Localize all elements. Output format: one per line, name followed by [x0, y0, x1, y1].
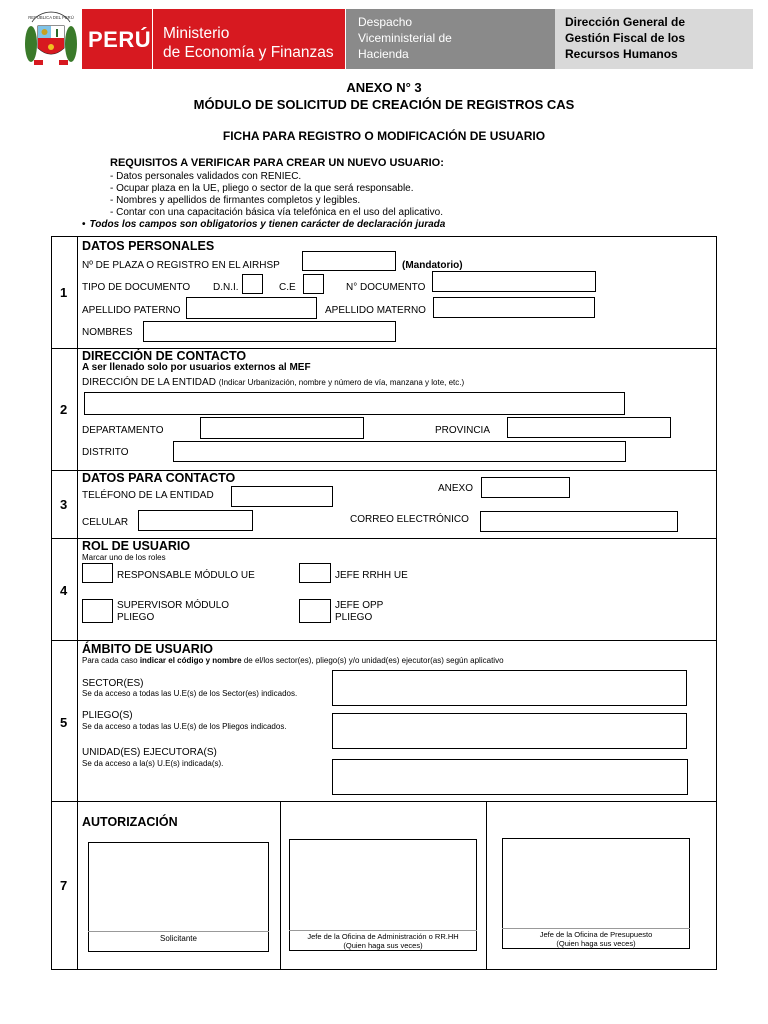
section-number-4: 4	[60, 583, 68, 598]
role-hint: Marcar uno de los roles	[82, 553, 166, 562]
materno-label: APELLIDO MATERNO	[325, 305, 426, 316]
signature-divider	[280, 801, 281, 970]
ambito-hint-bold: indicar el código y nombre	[139, 656, 242, 665]
row-divider	[51, 640, 717, 641]
requirement-item: - Contar con una capacitación básica vía telefónica en el uso del aplicativo.	[110, 207, 443, 218]
role-jefe-opp-line1: JEFE OPP	[335, 600, 384, 611]
section-title-direccion-contacto: DIRECCIÓN DE CONTACTO	[82, 349, 247, 363]
signature-line	[88, 931, 269, 932]
signature-caption-administracion-line2: (Quien haga sus veces)	[343, 941, 423, 950]
provincia-label: PROVINCIA	[435, 425, 491, 436]
ue-input[interactable]	[332, 759, 688, 795]
peru-seal	[24, 10, 78, 68]
pliego-input[interactable]	[332, 713, 687, 749]
role-jefe-opp-label	[335, 600, 383, 624]
section-title-datos-personales: DATOS PERSONALES	[82, 239, 215, 253]
provincia-input[interactable]	[507, 417, 671, 438]
role-supervisor-checkbox[interactable]	[82, 599, 113, 623]
despacho-line1: Despacho	[358, 15, 413, 29]
celular-label: CELULAR	[82, 517, 129, 528]
sector-hint: Se da acceso a todas las U.E(s) de los Sector(es) indicados.	[82, 689, 298, 698]
signature-divider	[486, 801, 487, 970]
section-number-7: 7	[60, 878, 68, 893]
nombres-input[interactable]	[143, 321, 396, 342]
address-input[interactable]	[84, 392, 625, 415]
form-subtitle: FICHA PARA REGISTRO O MODIFICACIÓN DE USUARIO	[222, 129, 546, 143]
row-divider	[51, 801, 717, 802]
country-logo-text: PERÚ	[88, 27, 152, 52]
ambito-hint	[82, 656, 504, 665]
pliego-hint: Se da acceso a todas las U.E(s) de los Pliegos indicados.	[82, 722, 287, 731]
direccion-line2: Gestión Fiscal de los	[565, 31, 686, 45]
paterno-input[interactable]	[186, 297, 317, 319]
ue-hint: Se da acceso a la(s) U.E(s) indicada(s).	[82, 759, 224, 768]
role-jefe-opp-checkbox[interactable]	[299, 599, 331, 623]
despacho-line3: Hacienda	[358, 47, 409, 61]
signature-line	[289, 930, 477, 931]
signature-caption-administracion-line1: Jefe de la Oficina de Administración o RR.HH	[307, 932, 459, 941]
external-users-note: A ser llenado solo por usuarios externos al MEF	[82, 362, 311, 373]
doc-type-label: TIPO DE DOCUMENTO	[82, 282, 191, 293]
phone-label: TELÉFONO DE LA ENTIDAD	[82, 490, 214, 501]
plaza-input[interactable]	[302, 251, 396, 271]
despacho-line2: Viceministerial de	[358, 31, 452, 45]
role-supervisor-label	[117, 600, 229, 624]
doc-number-label: N° DOCUMENTO	[346, 282, 426, 293]
role-jefe-rrhh-checkbox[interactable]	[299, 563, 331, 583]
ministry-line1: Ministerio	[163, 25, 230, 42]
email-input[interactable]	[480, 511, 678, 532]
celular-input[interactable]	[138, 510, 253, 531]
nombres-label: NOMBRES	[82, 327, 133, 338]
svg-text:REPÚBLICA DEL PERÚ: REPÚBLICA DEL PERÚ	[28, 15, 74, 20]
phone-input[interactable]	[231, 486, 333, 507]
role-jefe-opp-line2: PLIEGO	[335, 612, 373, 623]
departamento-label: DEPARTAMENTO	[82, 425, 164, 436]
section-number-1: 1	[60, 285, 68, 300]
direccion-block	[555, 9, 753, 69]
sector-label: SECTOR(ES)	[82, 678, 144, 689]
departamento-input[interactable]	[200, 417, 364, 439]
module-title: MÓDULO DE SOLICITUD DE CREACIÓN DE REGISTROS CAS	[193, 97, 575, 112]
peru-block	[82, 9, 152, 69]
address-hint: (Indicar Urbanización, nombre y número de vía, manzana y lote, etc.)	[218, 378, 465, 387]
section-number-3: 3	[60, 497, 68, 512]
materno-input[interactable]	[433, 297, 595, 318]
annex-title: ANEXO N° 3	[346, 80, 422, 95]
requirement-item: - Ocupar plaza en la UE, pliego o sector de la que será responsable.	[110, 183, 414, 194]
role-responsable-label: RESPONSABLE MÓDULO UE	[117, 570, 255, 581]
distrito-label: DISTRITO	[82, 447, 129, 458]
signature-caption-presupuesto	[502, 930, 690, 948]
direccion-line1: Dirección General de	[565, 15, 686, 29]
anexo-input[interactable]	[481, 477, 570, 498]
plaza-label: Nº DE PLAZA O REGISTRO EN EL AIRHSP	[82, 260, 280, 271]
mandatory-tag: (Mandatorio)	[402, 260, 463, 271]
email-label: CORREO ELECTRÓNICO	[350, 514, 469, 525]
direccion-line3: Recursos Humanos	[565, 47, 678, 61]
doc-number-input[interactable]	[432, 271, 596, 292]
role-responsable-checkbox[interactable]	[82, 563, 113, 583]
signature-caption-administracion	[289, 932, 477, 950]
section-title-ambito-usuario: ÁMBITO DE USUARIO	[82, 642, 214, 656]
ambito-hint-pre: Para cada caso	[82, 656, 140, 665]
distrito-input[interactable]	[173, 441, 626, 462]
requirement-item: - Datos personales validados con RENIEC.	[110, 171, 302, 182]
pliego-label: PLIEGO(S)	[82, 710, 133, 721]
section-title-autorizacion: AUTORIZACIÓN	[82, 815, 178, 829]
mandatory-note	[82, 219, 445, 230]
dni-label: D.N.I.	[213, 282, 239, 293]
paterno-label: APELLIDO PATERNO	[82, 305, 181, 316]
ambito-hint-post: de el/los sector(es), pliego(s) y/o unidad(es) ejecutor(as) según aplicativo	[241, 656, 504, 665]
role-supervisor-line2: PLIEGO	[117, 612, 155, 623]
number-column-divider	[77, 236, 78, 970]
anexo-label: ANEXO	[438, 483, 474, 494]
section-title-rol-usuario: ROL DE USUARIO	[82, 539, 191, 553]
ministry-block	[152, 9, 345, 69]
role-jefe-rrhh-label: JEFE RRHH UE	[335, 570, 408, 581]
ministry-line2: de Economía y Finanzas	[163, 44, 334, 61]
address-label: DIRECCIÓN DE LA ENTIDAD	[82, 377, 216, 388]
dni-checkbox[interactable]	[242, 274, 263, 294]
ue-label: UNIDAD(ES) EJECUTORA(S)	[82, 747, 217, 758]
signature-line	[502, 928, 690, 929]
ce-label: C.E	[279, 282, 296, 293]
role-supervisor-line1: SUPERVISOR MÓDULO	[117, 600, 230, 611]
requirement-item: - Nombres y apellidos de firmantes completos y legibles.	[110, 195, 361, 206]
section-number-2: 2	[60, 402, 68, 417]
address-label-line	[82, 377, 464, 388]
signature-caption-presupuesto-line1: Jefe de la Oficina de Presupuesto	[539, 930, 653, 939]
sector-input[interactable]	[332, 670, 687, 706]
signature-caption-solicitante: Solicitante	[160, 934, 197, 943]
note-text: Todos los campos son obligatorios y tienen carácter de declaración jurada	[89, 219, 446, 230]
ce-checkbox[interactable]	[303, 274, 324, 294]
note-bullet: •	[82, 219, 86, 230]
requirements-heading: REQUISITOS A VERIFICAR PARA CREAR UN NUEVO USUARIO:	[110, 157, 444, 169]
signature-caption-presupuesto-line2: (Quien haga sus veces)	[556, 939, 636, 948]
despacho-block	[346, 9, 555, 69]
section-number-5: 5	[60, 715, 68, 730]
section-title-datos-contacto: DATOS PARA CONTACTO	[82, 471, 236, 485]
requirements-list	[110, 171, 443, 219]
